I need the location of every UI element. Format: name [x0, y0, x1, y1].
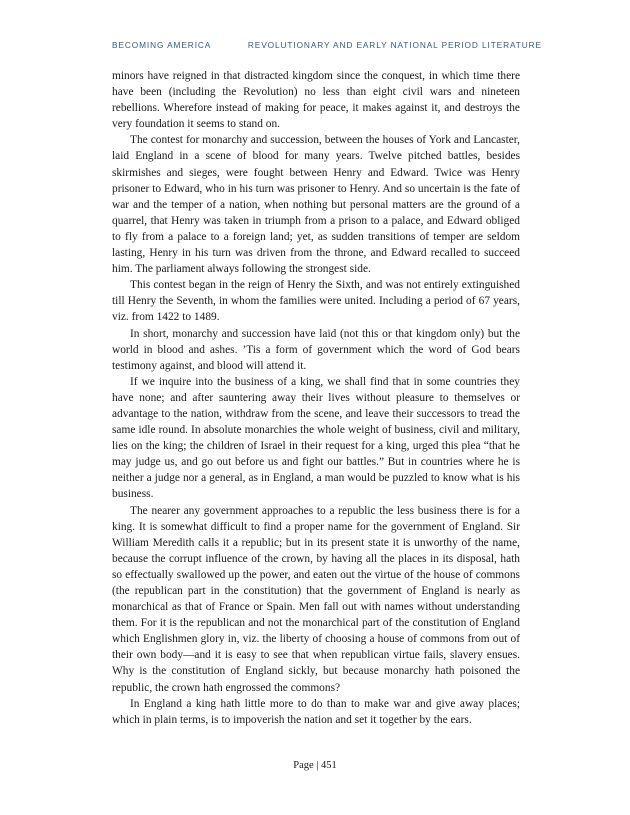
page-number: Page | 451 [293, 760, 337, 771]
running-header-book-title: BECOMING AMERICA [112, 40, 212, 50]
paragraph-continuation: minors have reigned in that distracted kingdom since the conquest, in which time there have been (including the Revolution) no less than eight civil wars and nineteen rebellions. Wherefore instead of making for peace, it makes against it, and destroys the very foundation it seems to stand on. [112, 70, 520, 131]
paragraph-england-king: In England a king hath little more to do than to make war and give away places; which in plain terms, is to impoverish the nation and set it together by the ears. [112, 697, 520, 726]
paragraph-henry-sixth: This contest began in the reign of Henry the Sixth, and was not entirely extinguished till Henry the Seventh, in whom the families were united. Including a period of 67 years, viz. from 1422 to 1489. [112, 279, 520, 324]
paragraph-business-of-king: If we inquire into the business of a king, we shall find that in some countries they have none; and after sauntering away their lives without pleasure to themselves or advantage to the nation, withdraw from the scene, and leave their successors to tread the same idle round. In absolute monarchies the whole weight of business, civil and military, lies on the king; the children of Israel in their request for a king, urged this plea “that he may judge us, and go out before us and fight our battles.” But in countries where he is neither a judge nor a general, as in England, a man would be puzzled to know what is his business. [112, 375, 520, 501]
running-header [112, 40, 542, 50]
body-text [112, 68, 520, 728]
paragraph-republic: The nearer any government approaches to a republic the less business there is for a king. It is somewhat difficult to find a proper name for the government of England. Sir William Meredith calls it a republic; but in its present state it is unworthy of the name, because the corrupt influence of the crown, by having all the places in its disposal, hath so effectually swallowed up the power, and eaten out the virtue of the house of commons (the republican part in the constitution) that the government of England is nearly as monarchical as that of France or Spain. Men fall out with names without understanding them. For it is the republican and not the monarchical part of the constitution of England which Englishmen glory in, viz. the liberty of choosing a house of commons from out of their own body—and it is easy to see that when republican virtue fails, slavery ensues. Why is the constitution of England sickly, but because monarchy hath poisoned the republic, the crown hath engrossed the commons? [112, 504, 520, 694]
running-header-section-title: REVOLUTIONARY AND EARLY NATIONAL PERIOD LITERATURE [247, 40, 542, 50]
paragraph-monarchy-succession: In short, monarchy and succession have laid (not this or that kingdom only) but the world in blood and ashes. ’Tis a form of government which the word of God bears testimony against, and blood will attend it. [112, 327, 520, 372]
paragraph-york-lancaster: The contest for monarchy and succession, between the houses of York and Lancaster, laid England in a scene of blood for many years. Twelve pitched battles, besides skirmishes and sieges, were fought between Henry and Edward. Twice was Henry prisoner to Edward, who in his turn was prisoner to Henry. And so uncertain is the fate of war and the temper of a nation, when nothing but personal matters are the ground of a quarrel, that Henry was taken in triumph from a prison to a palace, and Edward obliged to fly from a palace to a foreign land; yet, as sudden transitions of temper are seldom lasting, Henry in his turn was driven from the throne, and Edward recalled to succeed him. The parliament always following the strongest side. [112, 134, 520, 276]
